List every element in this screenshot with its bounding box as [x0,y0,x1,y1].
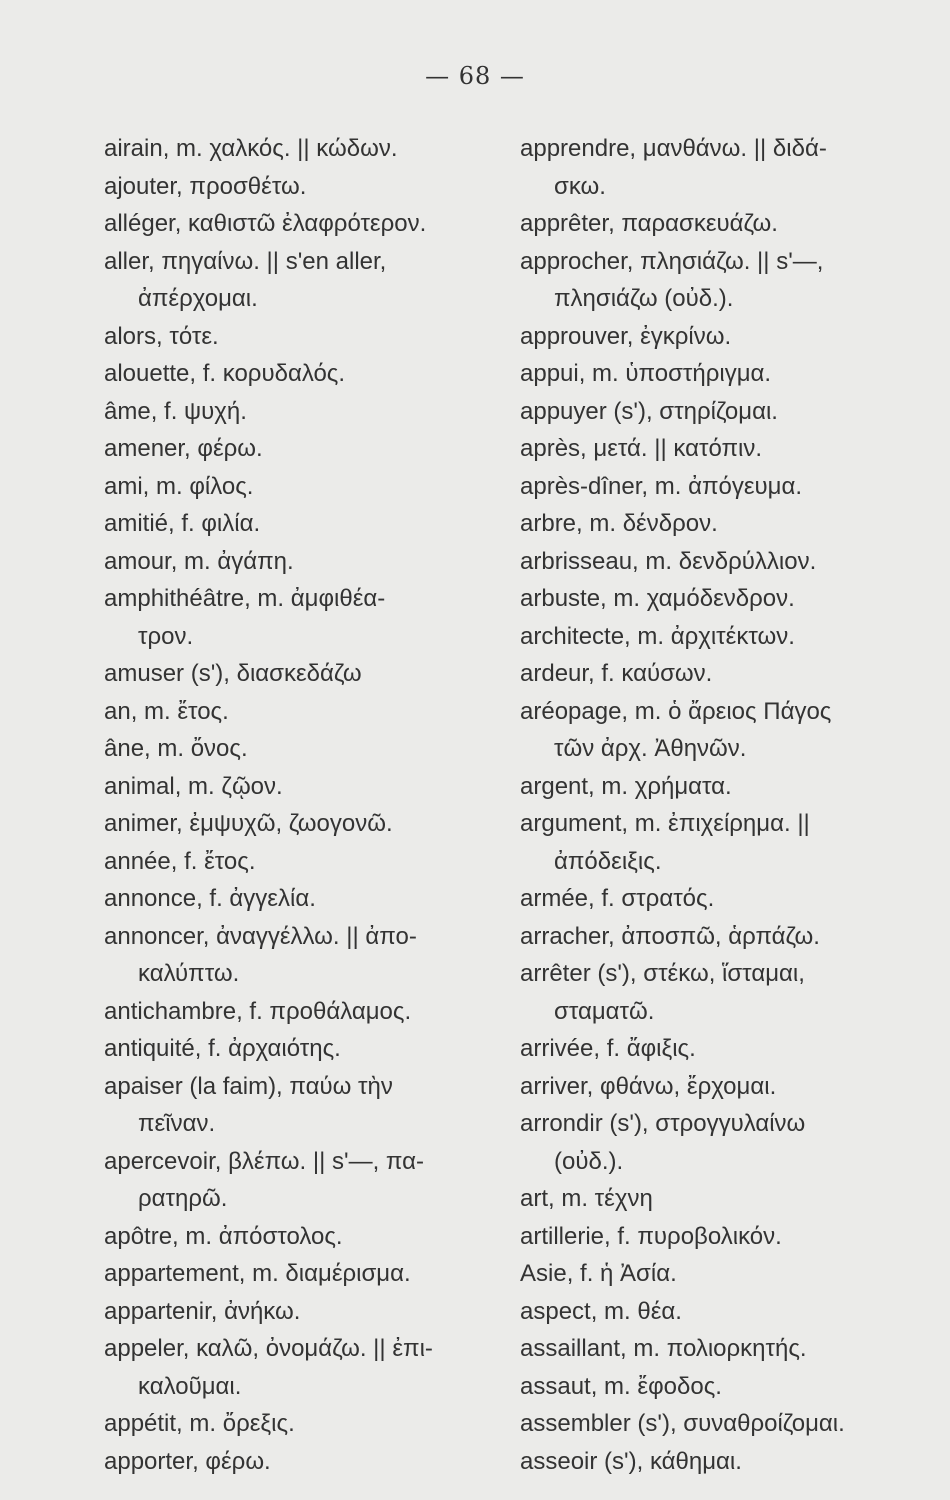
dictionary-entry: appui, m. ὑποστήριγμα. [520,360,772,387]
dictionary-entry: approuver, ἐγκρίνω. [520,322,732,350]
dictionary-entry: amener, φέρω. [104,435,263,462]
dictionary-entry: amitié, f. φιλία. [104,510,261,537]
dictionary-entry: apprendre, μανθάνω. || διδά- [520,135,827,162]
dictionary-entry: airain, m. χαλκός. || κώδων. [104,135,398,162]
dictionary-entry: arbrisseau, m. δενδρύλλιον. [520,547,817,575]
dictionary-entry: approcher, πλησιάζω. || s'—, [520,247,824,275]
entry-continuation: (οὐδ.). [554,1147,624,1175]
dictionary-entry: arrêter (s'), στέκω, ἵσταμαι, [520,960,805,987]
dictionary-entry: appartenir, ἀνήκω. [104,1297,301,1325]
dictionary-entry: art, m. τέχνη [520,1185,653,1212]
dictionary-entry: antiquité, f. ἀρχαιότης. [104,1035,341,1062]
dictionary-entry: alouette, f. κορυδαλός. [104,360,346,387]
dictionary-entry: asseoir (s'), κάθημαι. [520,1447,742,1475]
dictionary-entry: annoncer, ἀναγγέλλω. || ἀπο- [104,922,417,950]
entry-continuation: ἀπέρχομαι. [138,285,258,312]
dictionary-entry: apercevoir, βλέπω. || s'—, πα- [104,1147,425,1175]
dictionary-entry: alléger, καθιστῶ ἐλαφρότερον. [104,210,427,237]
dictionary-entry: argent, m. χρήματα. [520,772,732,800]
dictionary-entry: apporter, φέρω. [104,1447,271,1475]
dictionary-entry: appuyer (s'), στηρίζομαι. [520,397,778,425]
dictionary-entry: âme, f. ψυχή. [104,397,247,425]
dictionary-entry: antichambre, f. προθάλαμος. [104,997,412,1025]
dictionary-entry: arrondir (s'), στρογγυλαίνω [520,1110,806,1137]
left-column [104,130,514,1480]
dictionary-entry: appeler, καλῶ, ὀνομάζω. || ἐπι- [104,1335,433,1362]
dictionary-entry: apaiser (la faim), παύω τὴν [104,1072,393,1100]
dictionary-entry: arriver, φθάνω, ἔρχομαι. [520,1072,777,1100]
dictionary-entry: annonce, f. ἀγγελία. [104,885,316,912]
dictionary-entry: amphithéâtre, m. ἀμφιθέα- [104,585,386,612]
entry-continuation: σκω. [554,172,606,200]
entry-continuation: καλύπτω. [138,960,240,987]
dictionary-entry: amuser (s'), διασκεδάζω [104,660,362,687]
right-column [520,130,930,1480]
dictionary-entry: arrivée, f. ἄφιξις. [520,1035,696,1062]
dictionary-entry: ami, m. φίλος. [104,472,254,500]
dictionary-entry: arbuste, m. χαμόδενδρον. [520,585,795,612]
dictionary-entry: âne, m. ὄνος. [104,735,248,762]
dictionary-entry: aréopage, m. ὁ ἄρειος Πάγος [520,697,832,725]
dictionary-entry: alors, τότε. [104,322,219,350]
entry-continuation: τρον. [138,622,194,650]
dictionary-entry: ajouter, προσθέτω. [104,172,307,200]
dictionary-entry: an, m. ἔτος. [104,697,229,725]
dictionary-entry: animal, m. ζῷον. [104,772,283,800]
dictionary-entry: assaut, m. ἔφοδος. [520,1372,722,1400]
dictionary-entry: ardeur, f. καύσων. [520,660,713,687]
entry-continuation: πλησιάζω (οὐδ.). [554,285,734,312]
dictionary-entry: assembler (s'), συναθροίζομαι. [520,1410,845,1437]
dictionary-entry: argument, m. ἐπιχείρημα. || [520,810,810,837]
dictionary-entry: aller, πηγαίνω. || s'en aller, [104,247,387,275]
dictionary-entry: année, f. ἔτος. [104,847,256,875]
dictionary-entry: après, μετά. || κατόπιν. [520,435,763,462]
dictionary-entry: arracher, ἀποσπῶ, ἁρπάζω. [520,922,820,950]
dictionary-entry: armée, f. στρατός. [520,885,715,912]
dictionary-entry: assaillant, m. πολιορκητής. [520,1335,807,1362]
dictionary-entry: amour, m. ἀγάπη. [104,547,294,575]
dictionary-entry: appétit, m. ὄρεξις. [104,1410,295,1437]
entry-continuation: σταματῶ. [554,997,655,1025]
entry-continuation: πεῖναν. [138,1110,216,1137]
dictionary-entry: animer, ἐμψυχῶ, ζωογονῶ. [104,810,393,837]
dictionary-entry: architecte, m. ἀρχιτέκτων. [520,622,795,650]
entry-continuation: ρατηρῶ. [138,1185,228,1212]
dictionary-entry: arbre, m. δένδρον. [520,510,718,537]
entry-continuation: ἀπόδειξις. [554,847,662,875]
entry-continuation: καλοῦμαι. [138,1372,242,1400]
dictionary-entry: apôtre, m. ἀπόστολος. [104,1222,343,1250]
dictionary-entry: après-dîner, m. ἀπόγευμα. [520,472,803,500]
entry-continuation: τῶν ἀρχ. Ἀθηνῶν. [554,735,747,762]
dictionary-entry: appartement, m. διαμέρισμα. [104,1260,411,1287]
dictionary-entry: Asie, f. ἡ Ἀσία. [520,1260,677,1287]
dictionary-entry: aspect, m. θέα. [520,1297,682,1325]
dictionary-entry: apprêter, παρασκευάζω. [520,210,778,237]
dictionary-entry: artillerie, f. πυροβολικόν. [520,1222,782,1250]
page-number: — 68 — [425,62,525,90]
